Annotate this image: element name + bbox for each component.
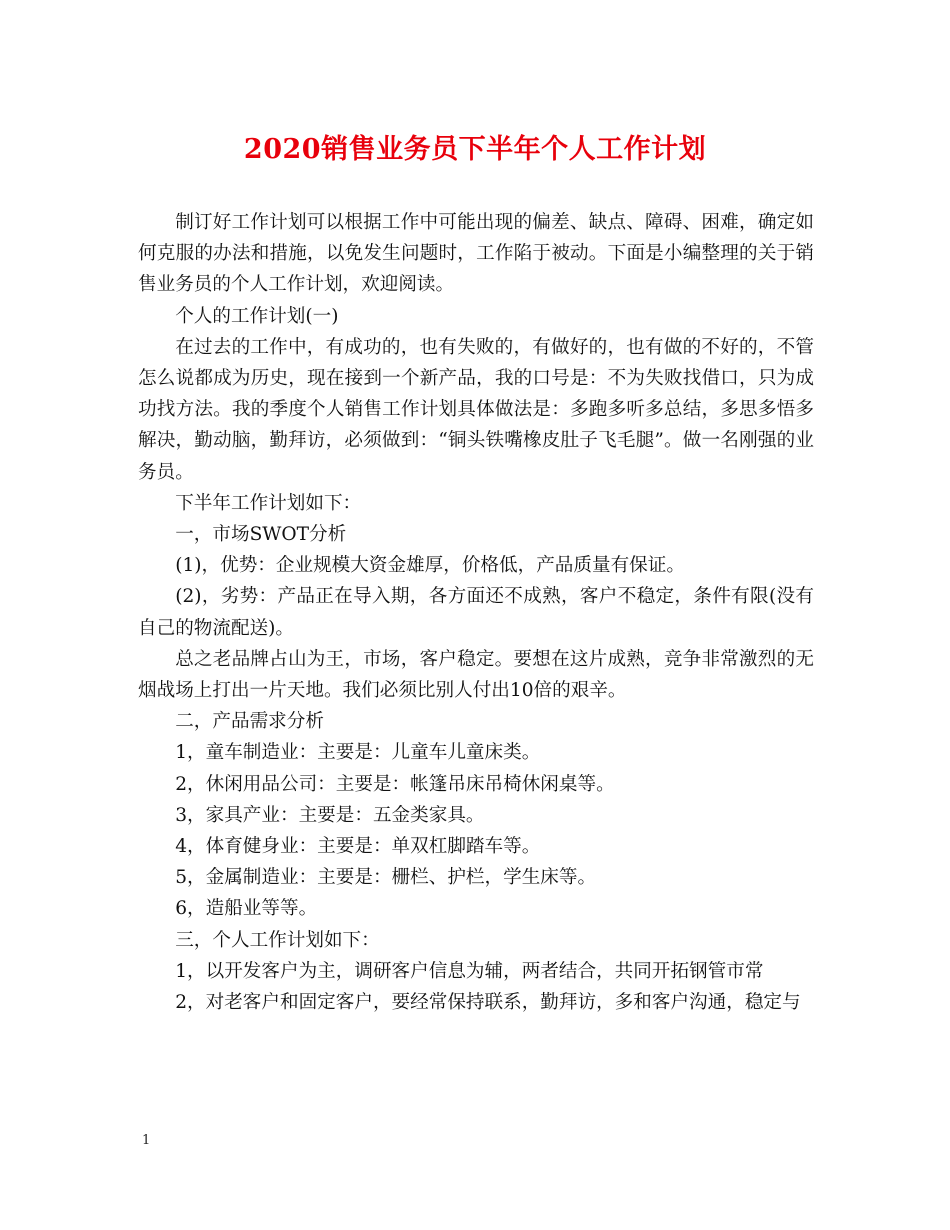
document-title: 2020销售业务员下半年个人工作计划: [243, 134, 707, 165]
second-half-plan-heading: 下半年工作计划如下：: [175, 492, 362, 514]
demand-item-3: 3，家具产业：主要是：五金类家具。: [175, 804, 485, 826]
page-number: 1: [142, 1133, 151, 1148]
swot-weaknesses: (2)，劣势：产品正在导入期，各方面还不成熟，客户不稳定，条件有限(没有自己的物流配送)。: [138, 586, 814, 639]
intro-paragraph: 制订好工作计划可以根据工作中可能出现的偏差、缺点、障碍、困难，确定如何克服的办法和措施，以免发生问题时，工作陷于被动。下面是小编整理的关于销售业务员的个人工作计划，欢迎阅读。: [138, 212, 814, 296]
swot-heading: 一，市场SWOT分析: [175, 524, 347, 546]
demand-item-1: 1，童车制造业：主要是：儿童车儿童床类。: [175, 742, 541, 764]
demand-item-4: 4，体育健身业：主要是：单双杠脚踏车等。: [175, 836, 541, 858]
section-heading-plan-one: 个人的工作计划(一): [175, 305, 339, 327]
personal-plan-heading: 三，个人工作计划如下：: [175, 929, 380, 951]
personal-plan-item-1: 1，以开发客户为主，调研客户信息为辅，两者结合，共同开拓钢管市常: [175, 960, 764, 982]
demand-item-2: 2，休闲用品公司：主要是：帐篷吊床吊椅休闲桌等。: [175, 773, 615, 795]
past-work-paragraph: 在过去的工作中，有成功的，也有失败的，有做好的，也有做的不好的，不管怎么说都成为历史，现在接到一个新产品，我的口号是：不为失败找借口，只为成功找方法。我的季度个人销售工作计划具体做法是：多跑多听多总结，多思多悟多解决，勤动脑，勤拜访，必须做到：“铜头铁嘴橡皮肚子飞毛腿”。做一名刚强的业务员。: [138, 336, 814, 483]
demand-item-6: 6，造船业等等。: [175, 898, 318, 920]
swot-summary: 总之老品牌占山为王，市场，客户稳定。要想在这片成熟，竞争非常激烈的无烟战场上打出一片天地。我们必须比别人付出10倍的艰辛。: [138, 648, 814, 702]
demand-item-5: 5，金属制造业：主要是：栅栏、护栏，学生床等。: [175, 867, 597, 889]
document-body: [138, 207, 814, 1018]
swot-strengths: (1)，优势：企业规模大资金雄厚，价格低，产品质量有保证。: [175, 555, 685, 577]
personal-plan-item-2: 2，对老客户和固定客户，要经常保持联系，勤拜访，多和客户沟通，稳定与: [175, 992, 801, 1014]
demand-analysis-heading: 二，产品需求分析: [175, 711, 324, 733]
